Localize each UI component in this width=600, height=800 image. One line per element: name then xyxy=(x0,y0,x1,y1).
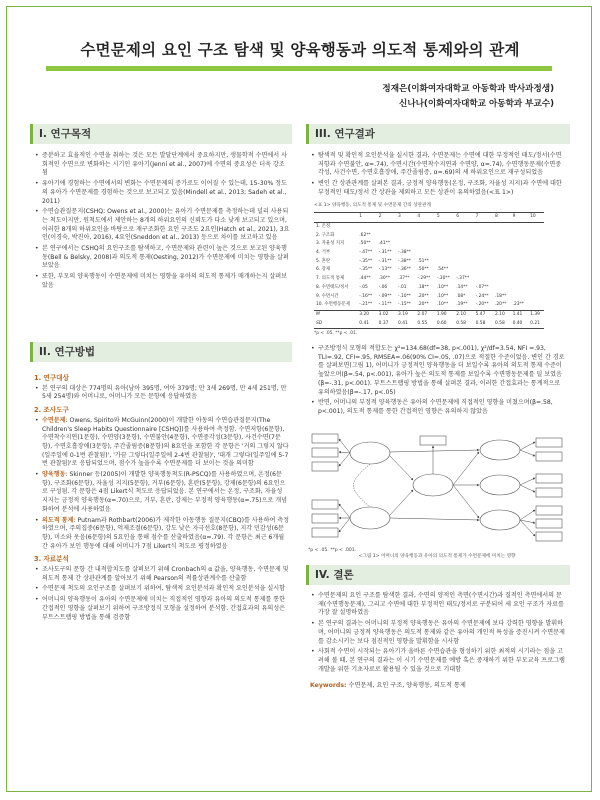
indicator-box xyxy=(420,436,446,445)
figure-note: *p < .05. **p < .001. xyxy=(308,548,357,553)
table-cell xyxy=(528,284,544,293)
table-row xyxy=(314,301,544,310)
table-cell xyxy=(474,275,493,284)
list-item: • 본 연구의 대상은 774명의 유아(남아 395명, 여아 379명; 만 3세 269명, 만 4세 251명, 만 5세 254명)와 어머니로, 어머니가 모든 문항에 응답하였음 xyxy=(42,385,290,402)
table-cell xyxy=(377,222,396,231)
table-caption: <표 1> 양육행동, 의도적 통제 및 수면문제 간의 상관관계 xyxy=(314,202,431,208)
figure-caption-block xyxy=(308,548,566,559)
method-subheading-instruments: 2. 조사도구 xyxy=(34,406,69,415)
table-cell xyxy=(415,222,434,231)
table-cell: 1.41 xyxy=(512,311,523,317)
list-item xyxy=(42,471,290,515)
list-item: • 사회적 수면이 시작되는 유아기가 올바른 수면습관을 형성하기 위한 최적의 시기라는 점을 고려해 볼 때, 본 연구의 결과는 이 시기 수면문제를 예방 혹은 중재하기 위한 부모교육 프로그램 개발을 위한 기초자료로 활용될 수 있을 것으로 기대함 xyxy=(318,648,566,674)
table-cell: 10. 수면행동문제 xyxy=(314,301,357,310)
table-cell: .30** xyxy=(378,276,391,282)
conclusion-body xyxy=(310,592,566,691)
table-cell xyxy=(493,266,511,275)
analysis-bullet-list xyxy=(34,566,290,622)
instruments-bullet-list xyxy=(34,417,290,552)
table-cell xyxy=(415,249,434,258)
table-cell xyxy=(528,275,544,284)
table-cell: .08* xyxy=(456,293,466,299)
table-cell xyxy=(474,222,493,231)
table-cell: -.36** xyxy=(398,267,411,273)
table-cell: .20** xyxy=(415,301,434,310)
table-cell xyxy=(528,258,544,267)
table-cell xyxy=(396,222,415,231)
table-cell xyxy=(493,249,511,258)
table-cell: 2. 구조화 xyxy=(316,232,335,238)
table-cell: -.06 xyxy=(378,284,388,290)
list-item: • 수면습관질문지(CSHQ; Owens et al., 2000)는 유아기 수면문제를 측정하는데 널리 사용되는 척도이지만, 원척도에서 제안하는 8개의 하위요인의 신뢰도가 다소 낮게 보고되고 있으며, 이러한 8개의 하위요인을 바탕으로 재구조화한 요인 구조도 2요인(Hatch et al., 2021), 3요인(이경숙, 박진아, 2016), 4요인(Sneddon et al., 2013) 등으로 차이를 보고하고 있음 xyxy=(42,208,290,243)
poster-title: 수면문제의 요인 구조 탐색 및 양육행동과 의도적 통제와의 관계 xyxy=(80,41,520,59)
table-cell xyxy=(528,222,544,231)
table-cell xyxy=(474,249,493,258)
table-cell: .50** xyxy=(417,267,429,273)
indicator-box xyxy=(312,434,338,443)
table-cell xyxy=(493,240,511,249)
table-cell: 5. 혼란 xyxy=(316,258,331,264)
item-term: 수면문제 xyxy=(42,416,66,424)
path-model-diagram xyxy=(308,428,566,546)
list-item: • 구조방정식 모형의 적합도는 χ²=134.68(df=38, p<.001), χ²/df=3.54, NFI =.93, TLI=.92, CFI=.95, RMSEA=.06(90% CI=.05, .07)으로 적절한 수준이었음. 변인 간 경로를 살펴보면(그림 1), 어머니가 긍정적인 양육행동을 더 보일수록 유아의 의도적 통제 수준이 높았으며(β=.54, p<.001), 유아가 높은 의도적 통제를 보일수록 수면행동문제를 덜 보였음(β=-.31, p<.001). 부트스트랩핑 방법을 통해 살펴본 결과, 이러한 간접효과는 통계적으로 유의하였음(β=-.17, p<.05) xyxy=(318,345,566,397)
table-row xyxy=(314,275,544,284)
table-cell: 0.55 xyxy=(415,320,434,329)
method-subheading-subjects: 1. 연구대상 xyxy=(34,374,69,382)
table-cell: M xyxy=(316,311,320,317)
table-cell: 2.10 xyxy=(456,311,466,317)
table-cell: -.09** xyxy=(378,293,392,299)
table-cell: .18** xyxy=(417,284,429,290)
item-text: : Putnam과 Rothbart(2006)가 제작한 아동행동 질문지(CBQ)를 사용하여 측정하였으며, 주의집중(6문항), 억제조절(6문항), 강도 낮은 자극선호(8문항), 지각 민감성(6문항), 미소와 웃음(6문항)의 5요인을 통해 점수를 산출하였음(α=.79). 각 문항은 최근 6개월 간 유아가 보인 행동에 대해 어머니가 7점 Likert식 척도로 평정하였음 xyxy=(42,516,290,550)
table-cell: -.38** xyxy=(398,258,411,264)
title-divider xyxy=(46,66,552,71)
table-cell: -.21** xyxy=(357,301,376,310)
table-cell: .19** xyxy=(454,301,473,310)
list-item xyxy=(42,417,290,469)
table-cell xyxy=(493,232,511,241)
table-cell xyxy=(454,249,473,258)
author-2: 신나나(이화여자대학교 아동학과 부교수) xyxy=(399,99,554,109)
section-heading-conclusion: IV. 결론 xyxy=(306,565,570,585)
table-cell: 8. 수면태도/정서 xyxy=(316,284,349,290)
table-note: *p < .05. **p < .01. xyxy=(314,331,358,337)
table-cell: 1.90 xyxy=(436,311,447,317)
table-cell: -.10** xyxy=(398,293,411,299)
list-item xyxy=(42,517,290,552)
table-cell: .54** xyxy=(436,267,449,273)
table-cell xyxy=(454,266,473,275)
list-item: • 반면, 어머니의 부정적 양육행동은 유아의 수면문제에 직접적인 영향을 미쳤으며(β=.58, p<.001), 의도적 통제를 통한 간접적인 영향은 유의하지 않았음 xyxy=(318,399,566,416)
results-bullet-list xyxy=(310,152,566,198)
table-stat-row xyxy=(314,320,544,329)
table-cell xyxy=(415,240,434,249)
table-cell: .10** xyxy=(436,293,449,299)
table-cell: -.29** xyxy=(417,276,431,282)
latent-negative-parenting xyxy=(350,507,390,529)
table-cell: .50** xyxy=(359,241,371,247)
conclusion-bullet-list xyxy=(310,592,566,674)
list-item: • 어머니의 양육행동이 유아의 수면문제에 미치는 직접적인 영향과 유아의 의도적 통제를 통한 간접적인 영향을 살펴보기 위하여 구조방정식 모형을 설정하여 분석함. 간접효과의 유의성은 부트스트랩핑 방법을 통해 검증함 xyxy=(42,596,290,622)
list-item: • 증분하고 효율적인 수면을 취하는 것은 모든 발달단계에서 중요하지만, 생물학적 수면에서 사회적인 수면으로 변화하는 시기인 유아기(Jenni et al., 2007)에 수면의 중요성은 더욱 강조됨 xyxy=(42,152,290,178)
indicator-box xyxy=(312,462,338,471)
table-cell: 1. 온정 xyxy=(316,223,331,229)
table-cell: 0.58 xyxy=(454,320,473,329)
table-cell: -.31** xyxy=(378,250,392,256)
table-row xyxy=(314,293,544,302)
table-row xyxy=(314,240,544,249)
table-cell xyxy=(435,249,454,258)
table-cell xyxy=(435,232,454,241)
table-cell xyxy=(435,222,454,231)
table-cell: .18** xyxy=(494,293,507,299)
table-cell: -.13** xyxy=(378,267,392,273)
table-cell: -.35** xyxy=(359,267,373,273)
table-cell xyxy=(493,222,511,231)
table-row xyxy=(314,249,544,258)
table-cell: 0.37 xyxy=(377,320,396,329)
results-body xyxy=(310,152,566,419)
table-cell: -.24** xyxy=(475,293,489,299)
author-1: 정재은(이화여자대학교 아동학과 박사과정생) xyxy=(382,84,554,94)
table-cell: 2.07 xyxy=(417,311,428,317)
table-cell: -.35** xyxy=(359,258,373,264)
table-cell: 2.10 xyxy=(494,311,505,317)
table-cell xyxy=(435,258,454,267)
table-cell xyxy=(396,240,415,249)
table-cell xyxy=(377,232,396,241)
table-cell xyxy=(474,232,493,241)
indicator-box xyxy=(312,514,338,523)
table-cell: 6. 강제 xyxy=(316,267,331,273)
method-subheading-analysis: 3. 자료분석 xyxy=(34,555,69,564)
table-cell xyxy=(511,266,529,275)
table-cell xyxy=(511,284,529,293)
item-text: : Skinner 등(2005)이 개발한 양육행동척도(R-PSCQ)를 사용하였으며, 온정(6문항), 구조화(6문항), 자율성 지지(5문항), 거부(6문항), 혼란(5문항), 강제(6문항)의 6요인으로 구성됨. 각 문항은 4점 Likert식 척도로 응답되었음. 본 연구에서는 온정, 구조화, 자율성 지지는 긍정적 양육행동(α=.70)으로, 거부, 혼란, 강제는 부정적 양육행동(α=.75)으로 개념화하여 분석에 사용하였음 xyxy=(42,471,288,513)
indicator-box xyxy=(312,528,338,537)
table-cell: -.30** xyxy=(436,276,450,282)
list-item: • 또한, 부모의 양육행동이 수면문제에 미치는 영향을 유아의 의도적 통제가 매개하는지 살펴보았음 xyxy=(42,273,290,290)
table-cell: 0.58 xyxy=(474,320,493,329)
table-cell xyxy=(528,232,544,241)
table-cell xyxy=(357,222,376,231)
keywords-line xyxy=(310,682,566,691)
table-cell: 7. 의도적 통제 xyxy=(316,276,345,282)
table-cell xyxy=(528,249,544,258)
table-cell: 3.20 xyxy=(359,311,370,317)
latent-sleep-duration xyxy=(480,475,520,495)
correlation-table xyxy=(314,212,544,329)
table-cell: 0.21 xyxy=(528,320,544,329)
section-heading-purpose: I. 연구목적 xyxy=(30,124,292,144)
table-cell: -.07** xyxy=(475,284,489,290)
item-text: : Owens, Spirito와 McGuinn(2000)이 개발한 아동의 수면습관질문지(The Children's Sleep Habits Questionnaire [CSHQ])를 사용하여 측정함. 수면저항(6문항), 수면착수지연(1문항), 수면양(3문항), 수면불안(4문항), 수면중각성(3문항), 사건수면(7문항), 수면호흡장애(3문항), 주간졸림증(8문항)의 8요인을 포함한 각 문항은 '거의 그렇지 않다(일주일에 0-1번 관찰됨)', '가끔 그렇다(일주일에 2-4번 관찰됨)', '대개 그렇다(일주일에 5-7번 관찰됨)'로 응답되었으며, 점수가 높을수록 수면문제를 더 보이는 것을 의미함 xyxy=(42,416,289,468)
table-cell: 3.19 xyxy=(398,311,408,317)
table-cell xyxy=(511,222,529,231)
table-cell: 0.58 xyxy=(493,320,511,329)
latent-sleep-behavior xyxy=(480,510,520,530)
list-item: • 유아기에 경험하는 수면에서의 변화는 수면문제의 증가로도 이어질 수 있는데, 15-30% 정도의 유아가 수면문제를 경험하는 것으로 보고되고 있음(Mindell et al., 2013; Sadeh et al., 2011) xyxy=(42,180,290,206)
table-cell xyxy=(415,232,434,241)
table-cell: 0.60 xyxy=(435,320,454,329)
latent-effortful-control xyxy=(413,474,453,496)
table-cell xyxy=(528,240,544,249)
table-cell: 5.47 xyxy=(475,311,486,317)
table-row xyxy=(314,284,544,293)
table-row xyxy=(314,232,544,241)
table-cell: .62** xyxy=(359,232,371,238)
table-cell: .10** xyxy=(436,284,449,290)
table-cell: -.01 xyxy=(398,284,407,290)
author-block xyxy=(382,82,554,112)
purpose-body xyxy=(34,152,290,293)
section-heading-results: III. 연구결과 xyxy=(306,124,570,144)
table-row xyxy=(314,222,544,231)
table-cell: -.38** xyxy=(398,250,411,256)
keywords-label: Keywords: xyxy=(310,682,347,690)
table-cell: SD xyxy=(314,320,357,329)
table-cell: 3.02 xyxy=(378,311,389,317)
table-cell xyxy=(528,293,544,302)
table-cell xyxy=(528,266,544,275)
table-cell xyxy=(511,249,529,258)
table-cell: 1.39 xyxy=(530,311,540,317)
indicator-box xyxy=(312,448,338,457)
item-term: 의도적 통제 xyxy=(42,516,74,524)
table-cell xyxy=(493,258,511,267)
table-cell xyxy=(435,240,454,249)
table-cell: .20** xyxy=(417,293,429,299)
table-cell xyxy=(454,232,473,241)
table-cell xyxy=(474,266,493,275)
list-item: • 수면문제의 요인 구조를 탐색한 결과, 수면의 양적인 측면(수면시간)과 질적인 측면에서의 문제(수면행동문제), 그리고 수면에 대한 부정적인 태도/정서로 구분되어 세 요인 구조가 자료를 가장 잘 설명하였음 xyxy=(318,592,566,618)
table-cell xyxy=(511,232,529,241)
table-cell xyxy=(493,275,511,284)
indicator-box xyxy=(312,500,338,509)
results-bullet-list-2 xyxy=(310,345,566,417)
table-cell xyxy=(493,284,511,293)
table-cell: -.47** xyxy=(359,250,373,256)
list-item: • 변인 간 상관관계를 살펴본 결과, 긍정적 양육행동(온정, 구조화, 자율성 지지)과 수면에 대한 부정적인 태도/정서 간 상관을 제외하고 모든 상관이 유의하였음(<표 1>) xyxy=(318,180,566,197)
table-cell: 0.41 xyxy=(396,320,415,329)
table-cell: -.16** xyxy=(359,293,373,299)
table-cell: -.15** xyxy=(396,301,415,310)
table-cell: 4. 거부 xyxy=(316,250,331,256)
table-cell xyxy=(511,240,529,249)
table-cell: -.11** xyxy=(377,301,396,310)
table-stat-row xyxy=(314,310,544,319)
table-cell xyxy=(454,222,473,231)
table-cell: 3. 자율성 지지 xyxy=(316,241,345,247)
table-cell xyxy=(474,240,493,249)
table-cell xyxy=(511,258,529,267)
table-cell: .37** xyxy=(398,276,410,282)
keywords-text: 수면문제, 요인 구조, 양육행동, 의도적 통제 xyxy=(348,682,466,690)
table-cell xyxy=(474,258,493,267)
list-item: • 본 연구에서는 CSHQ의 요인구조를 탐색하고, 수면문제와 관련이 높은 것으로 보고된 양육행동(Bell & Belsky, 2008)과 의도적 통제(Oesting, 2012)가 수면문제에 미치는 영향을 살펴보았음 xyxy=(42,245,290,271)
section-heading-method: II. 연구방법 xyxy=(30,342,292,362)
list-item: • 조사도구의 문항 간 내적합치도를 살펴보기 위해 Cronbach의 α 값을, 양육행동, 수면문제 및 의도적 통제 간 상관관계를 알아보기 위해 Pearson의 적률상관계수를 산출함 xyxy=(42,566,290,583)
table-cell: .51** xyxy=(417,258,429,264)
table-cell xyxy=(511,275,529,284)
list-item: • 탐색적 및 확인적 요인분석을 실시한 결과, 수면문제는 수면에 대한 부정적인 태도/정서(수면저항과 수면불안, α=.74), 수면시간(수면착수지연과 수면양, α=.74), 수면행동문제(수면중각성, 사건수면, 수면호흡장애, 주간졸림증, α=.69)의 세 하위요인으로 재구성되었음 xyxy=(318,152,566,178)
figure-caption: <그림 1> 어머니의 양육행동과 유아의 의도적 통제가 수면문제에 미치는 영향 xyxy=(358,554,516,559)
table-cell: -.05 xyxy=(359,284,368,290)
subjects-bullet-list xyxy=(34,385,290,402)
table-cell: -.37** xyxy=(456,276,470,282)
table-cell xyxy=(396,232,415,241)
table-cell: .20** xyxy=(493,301,511,310)
table-row xyxy=(314,258,544,267)
table-cell: 9. 수면시간 xyxy=(316,293,339,299)
table-cell: .23** xyxy=(511,301,529,310)
table-cell: .44** xyxy=(359,276,371,282)
table-cell: .10** xyxy=(435,301,454,310)
table-header-row: 1 2 3 4 5 6 7 8 9 10 xyxy=(314,213,544,223)
latent-positive-parenting xyxy=(350,442,390,464)
table-row xyxy=(314,266,544,275)
table-cell: -.20** xyxy=(474,301,493,310)
purpose-bullet-list xyxy=(34,152,290,291)
list-item: • 수면문제 척도의 요인구조를 살펴보기 위하여, 탐색적 요인분석과 확인적 요인분석을 실시함 xyxy=(42,585,290,594)
table-cell: .14** xyxy=(456,284,468,290)
list-item: • 본 연구의 결과는 어머니의 부정적 양육행동은 유아의 수면문제에 보다 강력한 영향을 발휘하며, 어머니의 긍정적 양육행동은 의도적 통제와 같은 유아의 개인적 특성을 증진시켜 수면문제를 감소시키는 보다 점진적인 영향을 발휘함을 시사함 xyxy=(318,620,566,646)
table-cell: -.31** xyxy=(378,258,392,264)
method-body xyxy=(34,370,290,624)
latent-sleep-attitude xyxy=(480,440,520,460)
table-cell: 0.40 xyxy=(511,320,529,329)
item-term: 양육행동 xyxy=(42,471,66,479)
table-cell xyxy=(454,240,473,249)
table-cell xyxy=(528,301,544,310)
table-cell: 0.41 xyxy=(357,320,376,329)
table-cell xyxy=(454,258,473,267)
table-cell: .41** xyxy=(378,241,391,247)
correlation-table-block xyxy=(314,202,566,340)
table-cell xyxy=(511,293,529,302)
